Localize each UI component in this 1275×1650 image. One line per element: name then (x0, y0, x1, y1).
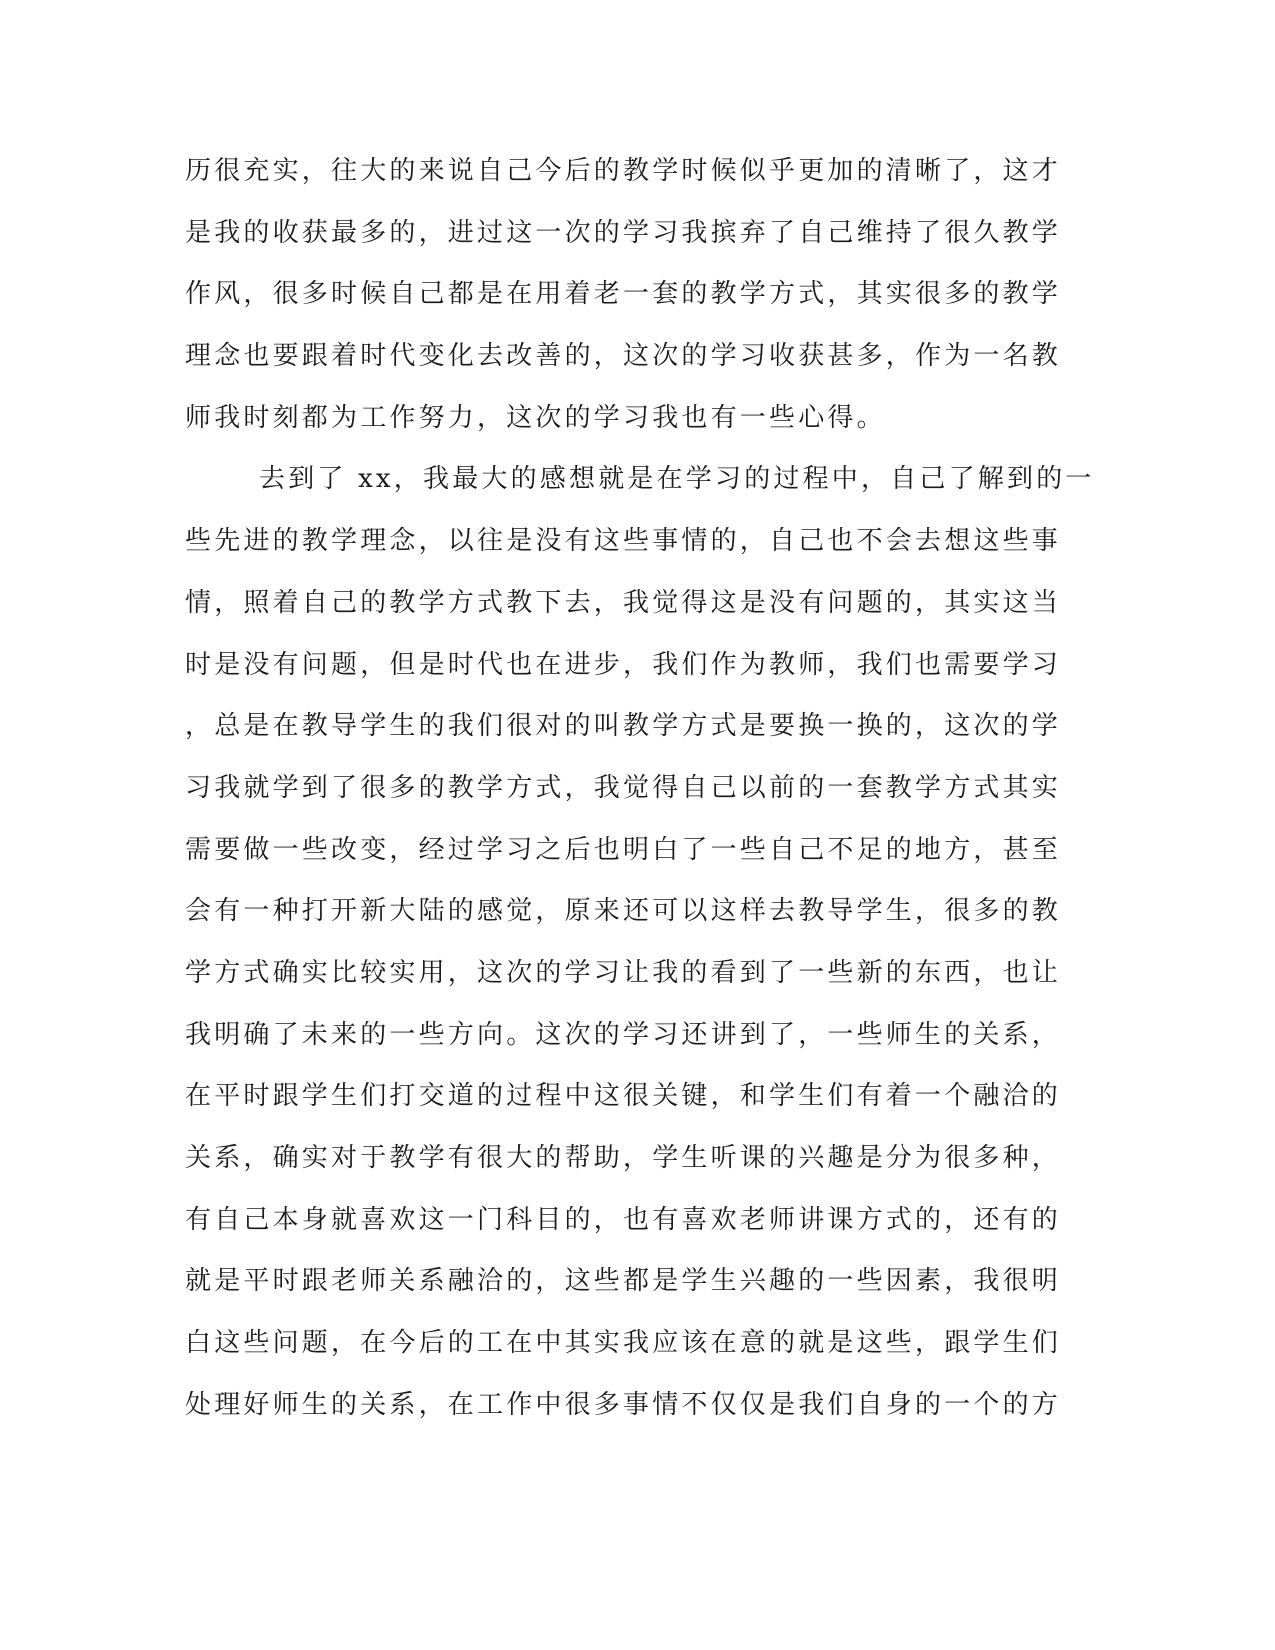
text-line: 处理好师生的关系，在工作中很多事情不仅仅是我们自身的一个的方 (185, 1389, 1062, 1420)
text-line: 情，照着自己的教学方式教下去，我觉得这是没有问题的，其实这当 (185, 587, 1062, 618)
text-line: 学方式确实比较实用，这次的学习让我的看到了一些新的东西，也让 (185, 957, 1062, 988)
text-line-indented: 去到了 xx，我最大的感想就是在学习的过程中，自己了解到的一 (259, 464, 1095, 495)
text-line: 时是没有问题，但是时代也在进步，我们作为教师，我们也需要学习 (185, 649, 1062, 680)
text-line: 师我时刻都为工作努力，这次的学习我也有一些心得。 (185, 402, 886, 433)
text-line: 是我的收获最多的，进过这一次的学习我摈弃了自己维持了很久教学 (185, 217, 1062, 248)
text-line: 些先进的教学理念，以往是没有这些事情的，自己也不会去想这些事 (185, 526, 1062, 557)
text-line: 关系，确实对于教学有很大的帮助，学生听课的兴趣是分为很多种， (185, 1143, 1062, 1173)
text-line: 就是平时跟老师关系融洽的，这些都是学生兴趣的一些因素，我很明 (185, 1266, 1062, 1297)
text-line: 有自己本身就喜欢这一门科目的，也有喜欢老师讲课方式的，还有的 (185, 1204, 1062, 1235)
text-line: 历很充实，往大的来说自己今后的教学时候似乎更加的清晰了，这才 (185, 156, 1062, 186)
text-line: 需要做一些改变，经过学习之后也明白了一些自己不足的地方，甚至 (185, 834, 1062, 865)
text-line: 白这些问题，在今后的工在中其实我应该在意的就是这些，跟学生们 (185, 1328, 1062, 1359)
body-text (185, 141, 1095, 1436)
text-line: 理念也要跟着时代变化去改善的，这次的学习收获甚多，作为一名教 (185, 341, 1062, 372)
paragraph-2 (185, 449, 1095, 1436)
text-line: 习我就学到了很多的教学方式，我觉得自己以前的一套教学方式其实 (185, 772, 1062, 803)
paragraph-1 (185, 141, 1065, 449)
text-line: 在平时跟学生们打交道的过程中这很关键，和学生们有着一个融洽的 (185, 1081, 1062, 1112)
text-line: ，总是在教导学生的我们很对的叫教学方式是要换一换的，这次的学 (185, 711, 1062, 742)
text-line: 我明确了未来的一些方向。这次的学习还讲到了，一些师生的关系， (185, 1019, 1062, 1050)
text-line: 会有一种打开新大陆的感觉，原来还可以这样去教导学生，很多的教 (185, 896, 1062, 927)
text-line: 作风，很多时候自己都是在用着老一套的教学方式，其实很多的教学 (185, 279, 1062, 310)
